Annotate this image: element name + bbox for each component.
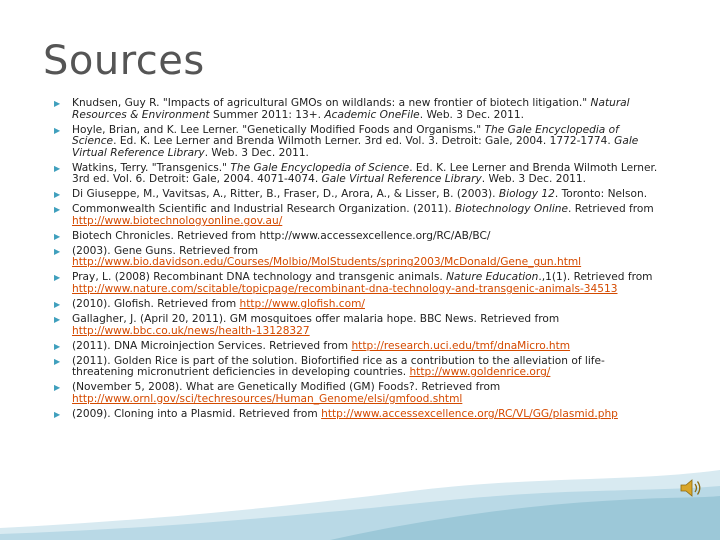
- source-item: [54, 98, 666, 121]
- triangle-bullet-icon: ▶: [54, 205, 61, 215]
- source-link[interactable]: http://www.biotechnologyonline.gov.au/: [72, 214, 283, 227]
- source-text: Watkins, Terry. "Transgenics.": [72, 161, 231, 174]
- source-title: Biology 12: [498, 188, 555, 201]
- source-text: Commonwealth Scientific and Industrial Research Organization. (2011).: [72, 203, 455, 216]
- source-link[interactable]: http://www.bbc.co.uk/news/health-13128327: [72, 324, 310, 337]
- source-item: [54, 189, 666, 201]
- source-item: [54, 314, 666, 337]
- source-text: (November 5, 2008). What are Genetically Modified (GM) Foods?. Retrieved from: [72, 381, 501, 394]
- triangle-bullet-icon: ▶: [54, 190, 61, 200]
- source-text: Hoyle, Brian, and K. Lee Lerner. "Genetically Modified Foods and Organisms.": [72, 123, 485, 136]
- source-item: [54, 299, 666, 311]
- source-item: [54, 231, 666, 243]
- source-text: Di Giuseppe, M., Vavitsas, A., Ritter, B., Fraser, D., Arora, A., & Lisser, B. (2003).: [72, 188, 499, 201]
- triangle-bullet-icon: ▶: [54, 356, 61, 366]
- source-text: . Ed. K. Lee Lerner and Brenda Wilmoth Lerner. 3rd ed. Vol. 6. Detroit: Gale, 2004. 4071-4074.: [72, 161, 658, 186]
- source-link[interactable]: http://research.uci.edu/tmf/dnaMicro.htm: [351, 339, 571, 352]
- source-title: Gale Virtual Reference Library: [72, 135, 639, 159]
- source-link[interactable]: http://www.bio.davidson.edu/Courses/Molbio/MolStudents/spring2003/McDonald/Gene_gun.html: [72, 256, 582, 269]
- triangle-bullet-icon: ▶: [54, 409, 61, 419]
- source-text: (2003). Gene Guns. Retrieved from: [72, 244, 259, 257]
- triangle-bullet-icon: ▶: [54, 273, 61, 283]
- triangle-bullet-icon: ▶: [54, 315, 61, 325]
- source-link[interactable]: http://www.glofish.com/: [239, 298, 365, 311]
- source-link[interactable]: http://www.goldenrice.org/: [409, 366, 551, 379]
- source-title: Natural Resources & Environment: [72, 97, 630, 121]
- triangle-bullet-icon: ▶: [54, 341, 61, 351]
- slide-title: Sources: [43, 38, 205, 84]
- source-link[interactable]: http://www.accessexcellence.org/RC/VL/GG/plasmid.php: [321, 407, 618, 420]
- source-text: . Web. 3 Dec. 2011.: [481, 173, 587, 186]
- source-text: (2011). DNA Microinjection Services. Retrieved from: [72, 339, 352, 352]
- source-title: Biotechnology Online: [454, 203, 569, 216]
- source-text: . Web. 3 Dec. 2011.: [419, 108, 524, 121]
- triangle-bullet-icon: ▶: [54, 300, 61, 310]
- source-item: [54, 246, 666, 269]
- source-title: Nature Education: [446, 271, 539, 284]
- source-item: [54, 204, 666, 227]
- source-text: Gallagher, J. (April 20, 2011). GM mosquitoes offer malaria hope. BBC News. Retrieved from: [72, 313, 560, 326]
- triangle-bullet-icon: ▶: [54, 125, 61, 135]
- triangle-bullet-icon: ▶: [54, 383, 61, 393]
- triangle-bullet-icon: ▶: [54, 231, 61, 241]
- source-title: Academic OneFile: [324, 108, 420, 121]
- speaker-icon[interactable]: [679, 477, 703, 499]
- source-text: Knudsen, Guy R. "Impacts of agricultural GMOs on wildlands: a new frontier of biotech litigation.": [72, 97, 591, 109]
- source-title: Gale Virtual Reference Library: [321, 173, 482, 186]
- source-text: . Toronto: Nelson.: [554, 188, 648, 201]
- source-title: The Gale Encyclopedia of Science: [230, 161, 410, 174]
- triangle-bullet-icon: ▶: [54, 163, 61, 173]
- source-item: [54, 356, 666, 379]
- source-title: The Gale Encyclopedia of Science: [72, 123, 619, 148]
- source-item: [54, 272, 666, 295]
- source-text: . Web. 3 Dec. 2011.: [204, 146, 309, 159]
- source-item: [54, 341, 666, 353]
- source-text: . Retrieved from: [568, 203, 654, 216]
- sources-list: [54, 98, 666, 424]
- source-text: (2009). Cloning into a Plasmid. Retrieved from: [72, 407, 322, 420]
- source-text: . Ed. K. Lee Lerner and Brenda Wilmoth Lerner. 3rd ed. Vol. 3. Detroit: Gale, 2004. 1772-1774.: [113, 135, 615, 148]
- source-item: [54, 125, 666, 160]
- source-text: Summer 2011: 13+.: [209, 108, 325, 121]
- source-text: .,1(1). Retrieved from: [538, 271, 653, 284]
- source-text: (2010). Glofish. Retrieved from: [72, 298, 240, 311]
- source-link[interactable]: http://www.ornl.gov/sci/techresources/Human_Genome/elsi/gmfood.shtml: [72, 392, 463, 405]
- source-item: [54, 163, 666, 186]
- source-item: [54, 382, 666, 405]
- triangle-bullet-icon: ▶: [54, 246, 61, 256]
- source-item: [54, 409, 666, 421]
- source-text: (2011). Golden Rice is part of the solution. Biofortified rice as a contribution to the alleviation of life-threatening micronutrient deficiencies in developing countries.: [72, 354, 605, 379]
- source-text: Pray, L. (2008) Recombinant DNA technology and transgenic animals.: [72, 271, 447, 284]
- source-link[interactable]: http://www.nature.com/scitable/topicpage/recombinant-dna-technology-and-transgenic-animals-34513: [72, 283, 618, 296]
- source-text: Biotech Chronicles. Retrieved from http://www.accessexcellence.org/RC/AB/BC/: [72, 229, 491, 242]
- triangle-bullet-icon: ▶: [54, 99, 61, 108]
